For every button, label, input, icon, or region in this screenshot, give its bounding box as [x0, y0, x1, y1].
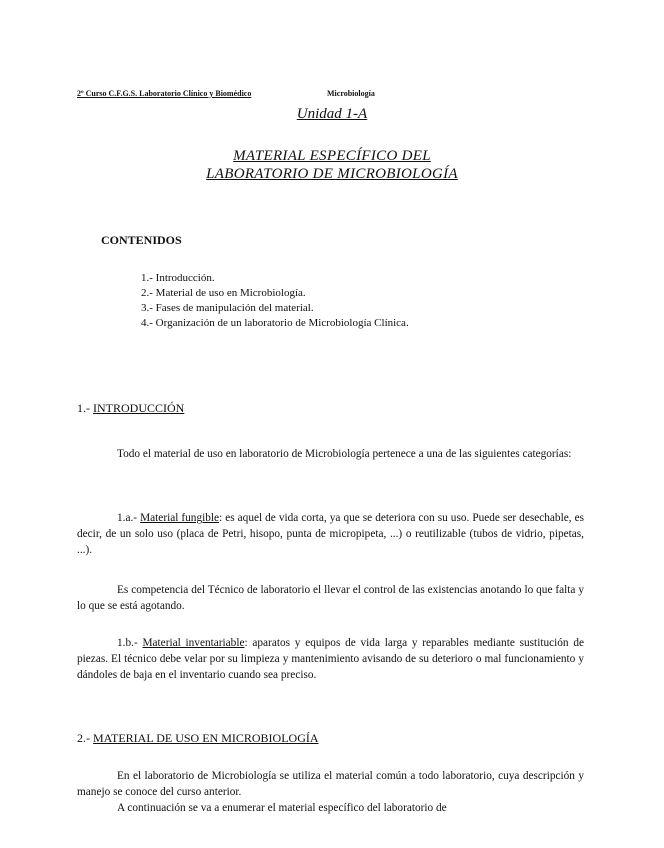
- paragraph-material-inventariable: [77, 635, 584, 683]
- contents-item: 3.- Fases de manipulación del material.: [141, 302, 314, 314]
- section-heading-introduccion: [77, 401, 184, 416]
- contents-heading: CONTENIDOS: [101, 233, 182, 247]
- term-material-fungible: Material fungible: [140, 512, 220, 524]
- section-heading-material: [77, 731, 319, 746]
- paragraph-competencia: Es competencia del Técnico de laboratorio el llevar el control de las existencias anotando lo que falta y lo que se está agotando.: [77, 584, 584, 612]
- item-prefix: 1.b.-: [117, 637, 143, 649]
- contents-item: 1.- Introducción.: [141, 272, 215, 284]
- document-title-line2: LABORATORIO DE MICROBIOLOGÍA: [206, 166, 458, 182]
- paragraph-material-fungible: [77, 510, 584, 558]
- section-number: 1.-: [77, 401, 93, 415]
- paragraph-material-comun: En el laboratorio de Microbiología se utiliza el material común a todo laboratorio, cuya descripción y manejo se conoce del curso anterior.: [77, 770, 584, 798]
- term-definition: : aparatos y equipos de vida larga y reparables mediante sustitución de piezas. El técnico debe velar por su limpieza y mantenimiento avisando de su deterioro o mal funcionamiento y dándoles de baja en el inventario cuando sea preciso.: [77, 637, 584, 681]
- section-title: INTRODUCCIÓN: [93, 401, 185, 415]
- header-subject: Microbiología: [327, 89, 375, 98]
- paragraph-intro: Todo el material de uso en laboratorio de Microbiología pertenece a una de las siguientes categorías:: [117, 448, 572, 460]
- section-number: 2.-: [77, 731, 93, 745]
- document-title-line1: MATERIAL ESPECÍFICO DEL: [233, 148, 431, 164]
- header-course: 2º Curso C.F.G.S. Laboratorio Clínico y Biomédico: [77, 89, 252, 98]
- contents-item: 4.- Organización de un laboratorio de Microbiología Clínica.: [141, 317, 409, 329]
- section-title: MATERIAL DE USO EN MICROBIOLOGÍA: [93, 731, 319, 745]
- contents-item: 2.- Material de uso en Microbiología.: [141, 287, 306, 299]
- item-prefix: 1.a.-: [117, 512, 141, 524]
- term-definition: : es aquel de vida corta, ya que se deteriora con su uso. Puede ser desechable, es decir, de un solo uso (placa de Petri, hisopo, punta de micropipeta, ...) o reutilizable (tubos de vidrio, pipetas, ...).: [77, 512, 584, 556]
- unit-title: Unidad 1-A: [296, 106, 368, 122]
- term-material-inventariable: Material inventariable: [142, 637, 245, 649]
- paragraph-continuacion: A continuación se va a enumerar el material específico del laboratorio de: [117, 802, 447, 814]
